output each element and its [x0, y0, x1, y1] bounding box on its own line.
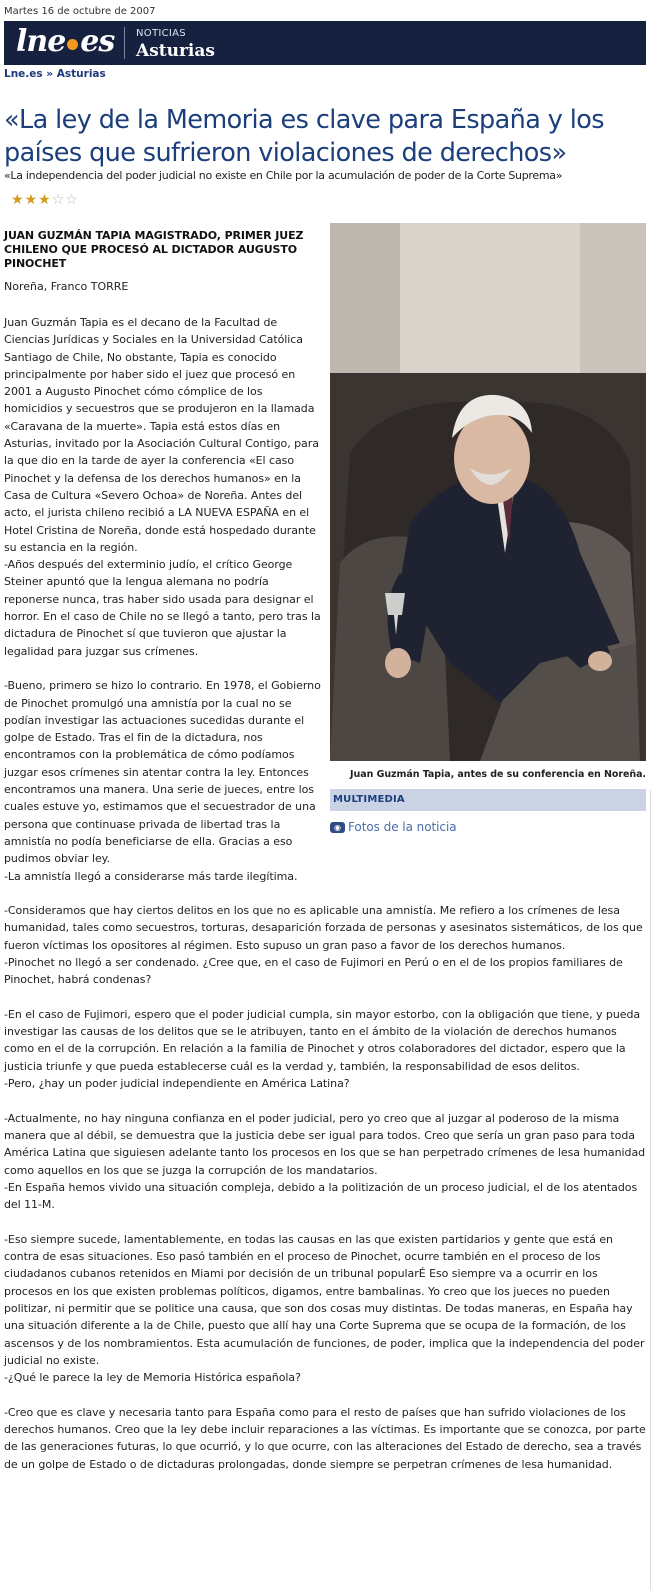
eye-icon: ◉ [330, 822, 345, 833]
article-body [4, 314, 646, 1473]
article-byline: Noreña, Franco TORRE [4, 280, 129, 293]
article-kicker: JUAN GUZMÁN TAPIA MAGISTRADO, PRIMER JUEZ CHILENO QUE PROCESÓ AL DICTADOR AUGUSTO PINOCHET [4, 229, 304, 270]
site-logo[interactable] [16, 23, 114, 61]
article-paragraph: -En España hemos vivido una situación compleja, debido a la politización de un proceso judicial, el de los atentados del 11-M. [4, 1180, 638, 1212]
logo-dot [67, 39, 78, 50]
article-paragraph: -En el caso de Fujimori, espero que el poder judicial cumpla, sin mayor estorbo, con la obligación que tiene, y pueda investigar las causas de los delitos que se le atribuyen, tanto en el ámbito de la violación de derechos humanos como en el de la corrupción. En relación a la familia de Pinochet y otros colaboradores del dictador, espero que la justicia triunfe y que pueda establecerse cuál es la verdad y, también, la responsabilidad de esos delitos. [4, 1007, 641, 1073]
article-paragraph: -Eso siempre sucede, lamentablemente, en todas las causas en las que existen partidarios y gente que está en contra de esas situaciones. Eso pasó también en el proceso de Pinochet, ocurre también en el proceso de los ciudadanos cubanos retenidos en Miami por decisión de un tribunal popularÉ Eso siempre va a ocurrir en los procesos en los que existen problemas políticos, digamos, entre bambalinas. Yo creo que los jueces no pueden politizar, ni permitir que se politice una causa, que son dos cosas muy distintas. De todas maneras, en España hay una situación diferente a la de Chile, puesto que allí hay una Corte Suprema que se ocupa de la formación, de los ascensos y de los nombramientos. Esta acumulación de funciones, de poder, implica que la independencia del poder judicial no existe. [4, 1232, 645, 1367]
breadcrumb-separator: » [42, 68, 57, 80]
logo-text-left: lne [16, 24, 66, 59]
logo-text-right: es [80, 24, 115, 59]
multimedia-header: MULTIMEDIA [330, 789, 646, 810]
article-paragraph: -Bueno, primero se hizo lo contrario. En 1978, el Gobierno de Pinochet promulgó una amnistía por la cual no se podían investigar las actuaciones sucedidas durante el golpe de Estado. Tras el fin de la dictadura, nos encontramos con la problemática de cómo podíamos juzgar esos crímenes sin atentar contra la ley. Entonces encontramos una manera. Una serie de jueces, entre los cuales estuve yo, estimamos que el secuestrador de una persona que continuase privada de libertad tras la amnistía no podía beneficiarse de ella. Gracias a eso pudimos obviar ley. [4, 679, 321, 866]
photo-illustration [330, 223, 646, 761]
date-label: Martes 16 de octubre de 2007 [4, 6, 156, 17]
star-icon[interactable]: ★ [38, 192, 52, 208]
media-column [330, 223, 646, 842]
article-paragraph: -Pinochet no llegó a ser condenado. ¿Cree que, en el caso de Fujimori en Perú o en el de los propios familiares de Pinochet, habrá condenas? [4, 955, 623, 987]
article-paragraph: -¿Qué le parece la ley de Memoria Histórica española? [4, 1371, 301, 1385]
article-paragraph: -Pero, ¿hay un poder judicial independiente en América Latina? [4, 1077, 350, 1091]
star-icon[interactable]: ★ [24, 192, 39, 208]
masthead-divider [124, 27, 125, 59]
article-paragraph: -La amnistía llegó a considerarse más tarde ilegítima. [4, 869, 298, 883]
right-edge-rule [650, 790, 651, 1590]
star-icon[interactable]: ★ [11, 192, 25, 208]
photos-link-label: Fotos de la noticia [348, 819, 457, 834]
article-paragraph: -Actualmente, no hay ninguna confianza en el poder judicial, pero yo creo que al juzgar al poderoso de la misma manera que al débil, se demuestra que la justicia debe ser igual para todos. Creo que sería un gran paso para toda América Latina que siguiesen adelante tanto los procesos en los que se han perpetrado crímenes de lesa humanidad como aquellos en los que se juzga la corrupción de los mandatarios. [4, 1111, 646, 1177]
article-paragraph: -Años después del exterminio judío, el crítico George Steiner apuntó que la lengua alemana no podría reponerse nunca, tras haber sido usada para designar el horror. En el caso de Chile no se llegó a tanto, pero tras la dictadura de Pinochet sí que tuvieron que ajustar la legalidad para juzgar sus crímenes. [4, 558, 321, 658]
article-paragraph: Juan Guzmán Tapia es el decano de la Facultad de Ciencias Jurídicas y Sociales en la Universidad Católica Santiago de Chile, No obstante, Tapia es conocido principalmente por haber sido el juez que procesó en 2001 a Augusto Pinochet cómo cómplice de los homicidios y secuestros que se produjeron en la llamada «Caravana de la muerte». Tapia está estos días en Asturias, invitado por la Asociación Cultural Contigo, para la que dio en la tarde de ayer la conferencia «El caso Pinochet y la defensa de los derechos humanos» en la Casa de Cultura «Severo Ochoa» de Noreña. Antes del acto, el jurista chileno recibió a LA NUEVA ESPAÑA en el Hotel Cristina de Noreña, donde está hospedado durante su estancia en la región. [4, 316, 319, 554]
section-title[interactable]: Asturias [136, 41, 215, 61]
rating-stars[interactable] [11, 192, 79, 208]
article-paragraph: -Creo que es clave y necesaria tanto para España como para el resto de países que han sufrido violaciones de los derechos humanos. Creo que la ley debe incluir reparaciones a las víctimas. Es importante que se conozca, por parte de las generaciones futuras, lo que ocurrió, y lo que ocurre, con las alteraciones del Estado de derecho, sea a través de un golpe de Estado o de dictaduras prolongadas, donde siempre se perpetran crímenes de lesa humanidad. [4, 1405, 646, 1471]
breadcrumb-section-link[interactable]: Asturias [56, 68, 106, 80]
star-icon[interactable]: ☆ [51, 192, 66, 208]
star-icon[interactable]: ☆ [65, 192, 79, 208]
breadcrumb-home-link[interactable]: Lne.es [4, 68, 43, 80]
article-photo[interactable] [330, 223, 646, 761]
article-paragraph: -Consideramos que hay ciertos delitos en los que no es aplicable una amnistía. Me refiero a los crímenes de lesa humanidad, tales como secuestros, torturas, desaparición forzada de personas y asesinatos sistemáticos, de los que fueron víctimas los opositores al régimen. Esto supuso un gran paso a favor de los derechos humanos. [4, 904, 643, 952]
article-headline: «La ley de la Memoria es clave para España y los países que sufrieron violaciones de derechos» [4, 105, 604, 168]
photos-link[interactable] [330, 811, 646, 842]
article-subheadline: «La independencia del poder judicial no existe en Chile por la acumulación de poder de la Corte Suprema» [4, 169, 563, 182]
section-small-label: NOTICIAS [136, 28, 186, 39]
photo-caption: Juan Guzmán Tapia, antes de su conferencia en Noreña. [350, 769, 646, 780]
breadcrumb [4, 68, 106, 80]
masthead [4, 21, 646, 65]
